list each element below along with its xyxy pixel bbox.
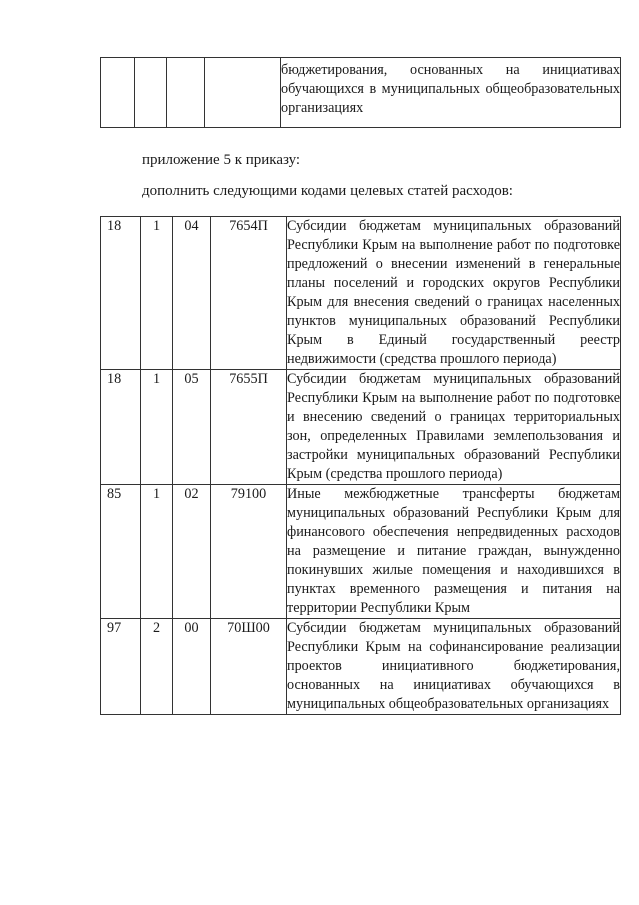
table-row <box>101 619 621 715</box>
cell-code: 70Ш00 <box>211 619 287 715</box>
cell-a: 18 <box>101 370 141 485</box>
cell-c: 05 <box>173 370 211 485</box>
cell-description: Субсидии бюджетам муниципальных образований Республики Крым на выполнение работ по подготовке предложений о внесении изменений в генеральные планы поселений и городских округов Республики Крым для внесения сведений о границах населенных пунктов муниципальных образований Республики Крым в Единый государственный реестр недвижимости (средства прошлого периода) <box>287 217 621 370</box>
table-row <box>101 217 621 370</box>
table-row <box>101 370 621 485</box>
table-row <box>101 58 621 128</box>
instruction-text: дополнить следующими кодами целевых статей расходов: <box>142 183 513 199</box>
target-codes-table <box>100 216 621 715</box>
cell-description: бюджетирования, основанных на инициативах обучающихся в муниципальных общеобразовательных организациях <box>281 58 621 128</box>
cell-a: 18 <box>101 217 141 370</box>
cell-code <box>205 58 281 128</box>
cell-description: Субсидии бюджетам муниципальных образований Республики Крым на выполнение работ по подготовке и внесению сведений о границах территориальных зон, определенных Правилами землепользования и застройки муниципальных образований Республики Крым (средства прошлого периода) <box>287 370 621 485</box>
cell-b: 2 <box>141 619 173 715</box>
cell-c <box>167 58 205 128</box>
continued-table-fragment <box>100 57 621 128</box>
cell-code: 79100 <box>211 485 287 619</box>
cell-b: 1 <box>141 485 173 619</box>
cell-c: 04 <box>173 217 211 370</box>
appendix-label: приложение 5 к приказу: <box>142 152 301 168</box>
cell-b: 1 <box>141 217 173 370</box>
table-row <box>101 485 621 619</box>
cell-a <box>101 58 135 128</box>
cell-c: 00 <box>173 619 211 715</box>
cell-code: 7655П <box>211 370 287 485</box>
cell-description: Иные межбюджетные трансферты бюджетам муниципальных образований Республики Крым для финансового обеспечения непредвиденных расходов на размещение и питание граждан, вынужденно покинувших жилые помещения и находившихся в пунктах временного размещения и питания на территории Республики Крым <box>287 485 621 619</box>
cell-description: Субсидии бюджетам муниципальных образований Республики Крым на софинансирование реализации проектов инициативного бюджетирования, основанных на инициативах обучающихся в муниципальных общеобразовательных организациях <box>287 619 621 715</box>
cell-c: 02 <box>173 485 211 619</box>
cell-a: 97 <box>101 619 141 715</box>
cell-a: 85 <box>101 485 141 619</box>
cell-b <box>135 58 167 128</box>
cell-code: 7654П <box>211 217 287 370</box>
cell-b: 1 <box>141 370 173 485</box>
